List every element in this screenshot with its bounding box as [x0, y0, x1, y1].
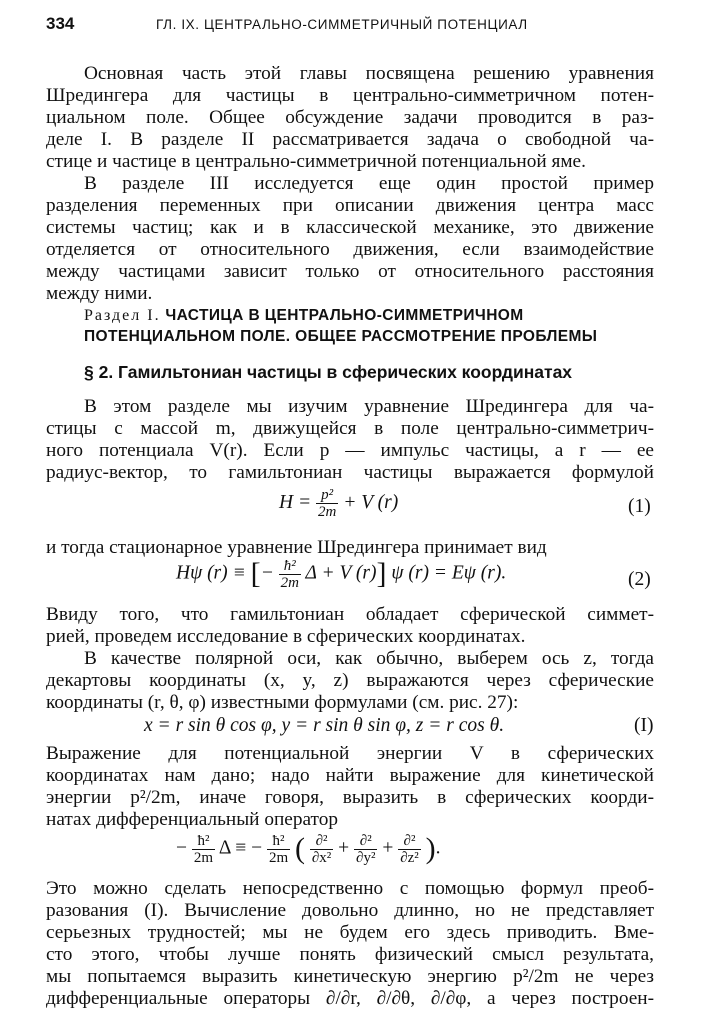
body-line: серьезных трудностей; мы не будем его здесь приводить. Вме-: [46, 922, 654, 943]
eq4-hbar-fraction-2: $\frac{\text{ħ²}}{2m}$: [268, 832, 289, 866]
body-line: и тогда стационарное уравнение Шредингера принимает вид: [46, 537, 547, 558]
eq2-fraction: $\frac{\text{ħ²}}{2m}$: [280, 557, 299, 591]
eq2-lhs: Hψ (r) ≡: [176, 562, 246, 584]
eq2-mid: Δ + V (r): [305, 562, 377, 584]
eq2-rhs: ψ (r) = Eψ (r).: [391, 562, 507, 584]
eq4-hbar-fraction: $\frac{\text{ħ²}}{2m}$: [193, 832, 214, 866]
intro-line: разделения переменных при описании движения центра масс: [46, 195, 654, 216]
eq4-op: Δ ≡: [218, 837, 247, 859]
equation-I-number: (I): [634, 715, 654, 736]
body-line: радиус-вектор, то гамильтониан частицы выражается формулой: [46, 462, 654, 483]
equation-laplacian: − $\frac{\text{ħ²}}{2m}$ Δ ≡ − $\frac{\text{ħ²}}{2m}$ ( $\frac{\text{∂²}}{\text{∂x²}}$ + $\frac{\text{∂²}}{\text{∂y²}}$ + $\frac{\text{∂²}}{\text{∂z²}}$ ).: [176, 832, 441, 866]
equation-1: [279, 487, 398, 520]
body-line: координаты (r, θ, φ) известными формулами (см. рис. 27):: [46, 692, 519, 713]
body-line: Это можно сделать непосредственно с помощью формул преоб-: [46, 878, 654, 899]
section-heading-line1: [84, 307, 524, 325]
paragraph-heading: § 2. Гамильтониан частицы в сферических координатах: [84, 362, 573, 382]
body-line: энергии p²/2m, иначе говоря, выразить в сферических коорди-: [46, 787, 654, 808]
intro-line: системы частиц; как и в классической механике, это движение: [46, 217, 654, 238]
intro-line: В разделе III исследуется еще один простой пример: [84, 173, 654, 194]
eq1-lhs: H =: [279, 491, 312, 513]
page-header: [46, 14, 651, 38]
intro-line: стице и частице в центрально-симметричной потенциальной яме.: [46, 151, 586, 172]
body-line: стицы с массой m, движущейся в поле центрально-симметрич-: [46, 418, 654, 439]
equation-I: x = r sin θ cos φ, y = r sin θ sin φ, z = r cos θ.: [144, 715, 505, 736]
section-label: Раздел I.: [84, 307, 161, 324]
eq4-d2x: $\frac{\text{∂²}}{\text{∂x²}}$: [311, 832, 332, 866]
equation-2-number: (2): [628, 569, 651, 590]
equation-2: Hψ (r) ≡ [− $\frac{\text{ħ²}}{2m}$ Δ + V (r)] ψ (r) = Eψ (r).: [176, 557, 507, 591]
body-line: натах дифференциальный оператор: [46, 809, 338, 830]
eq1-rhs: + V (r): [343, 491, 399, 513]
body-line: ного потенциала V(r). Если p — импульс частицы, а r — ее: [46, 440, 654, 461]
eq1-fraction: $\frac{\text{p²}}{2m}$: [318, 487, 337, 520]
intro-line: между частицами зависит только от относительного расстояния: [46, 261, 654, 282]
section-title-line2: ПОТЕНЦИАЛЬНОМ ПОЛЕ. ОБЩЕЕ РАССМОТРЕНИЕ ПРОБЛЕМЫ: [84, 328, 598, 345]
body-line: дифференциальные операторы ∂/∂r, ∂/∂θ, ∂/∂φ, а через построен-: [46, 988, 654, 1009]
intro-line: Шредингера для частицы в центрально-симметричном потен-: [46, 85, 654, 106]
equation-1-number: (1): [628, 496, 651, 517]
eq4-d2z: $\frac{\text{∂²}}{\text{∂z²}}$: [400, 832, 419, 866]
intro-line: отделяется от относительного движения, если взаимодействие: [46, 239, 654, 260]
body-line: разования (I). Вычисление довольно длинно, но не представляет: [46, 900, 654, 921]
running-title: ГЛ. IX. ЦЕНТРАЛЬНО-СИММЕТРИЧНЫЙ ПОТЕНЦИАЛ: [156, 17, 528, 32]
body-line: мы попытаемся выразить кинетическую энергию p²/2m не через: [46, 966, 654, 987]
intro-line: между ними.: [46, 283, 153, 304]
body-line: рией, проведем исследование в сферических координатах.: [46, 626, 526, 647]
intro-line: циальном поле. Общее обсуждение задачи проводится в раз-: [46, 107, 654, 128]
page-number: 334: [46, 14, 75, 33]
body-line: Выражение для потенциальной энергии V в сферических: [46, 743, 654, 764]
eq4-d2y: $\frac{\text{∂²}}{\text{∂y²}}$: [356, 832, 376, 866]
section-title: ЧАСТИЦА В ЦЕНТРАЛЬНО-СИММЕТРИЧНОМ: [165, 307, 524, 324]
body-line: Ввиду того, что гамильтониан обладает сферической симмет-: [46, 604, 654, 625]
body-line: В качестве полярной оси, как обычно, выберем ось z, тогда: [84, 648, 654, 669]
body-line: координатах нам дано; надо найти выражение для кинетической: [46, 765, 654, 786]
body-line: В этом разделе мы изучим уравнение Шредингера для ча-: [84, 396, 654, 417]
intro-line: деле I. В разделе II рассматривается задача о свободной ча-: [46, 129, 654, 150]
body-line: декартовы координаты (x, y, z) выражаются через сферические: [46, 670, 654, 691]
body-line: сто этого, чтобы лучше понять физический смысл результата,: [46, 944, 654, 965]
intro-line: Основная часть этой главы посвящена решению уравнения: [84, 63, 654, 84]
